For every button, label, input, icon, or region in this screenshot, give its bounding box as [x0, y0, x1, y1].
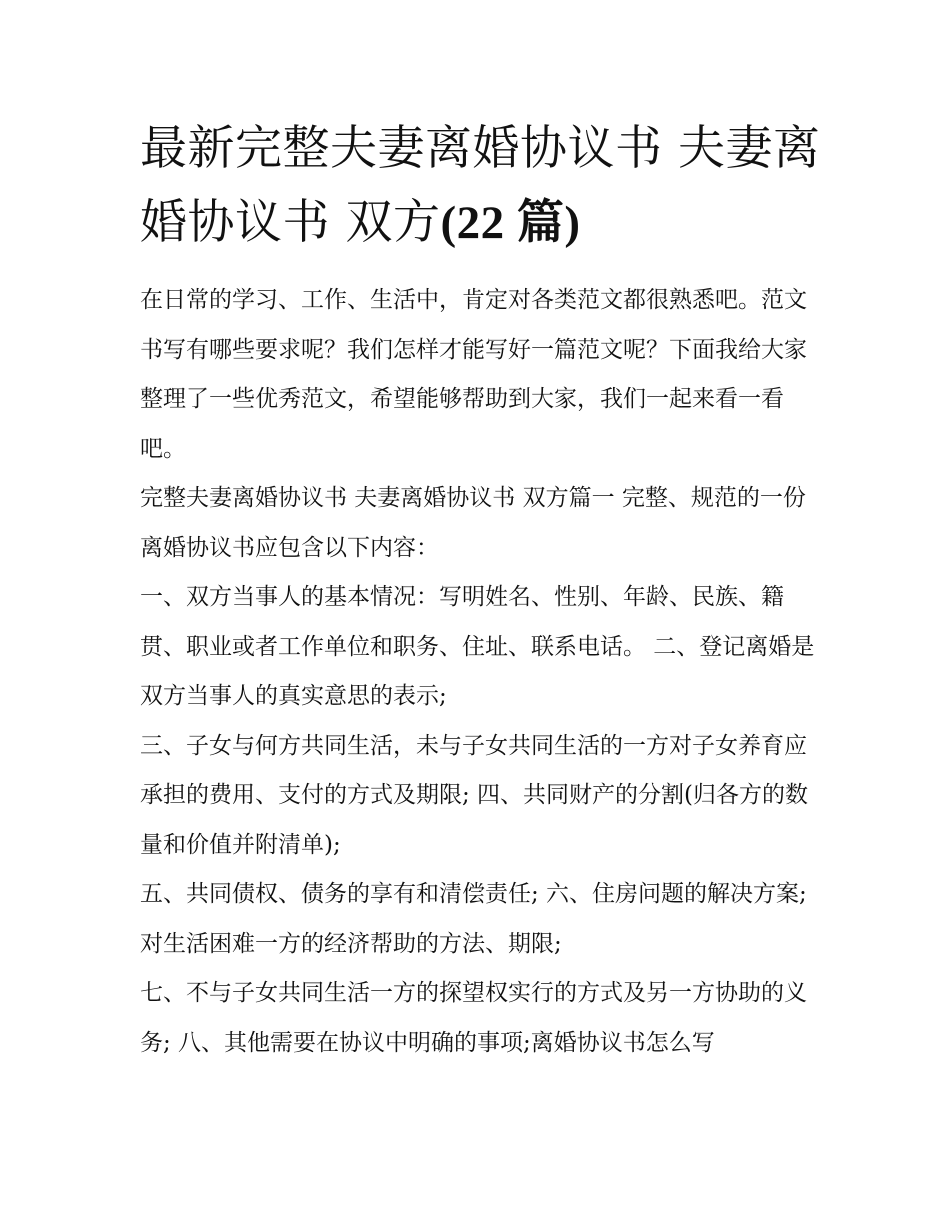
document-body	[140, 276, 820, 1068]
paragraph-item-3-4: 三、子女与何方共同生活，未与子女共同生活的一方对子女养育应承担的费用、支付的方式及期限; 四、共同财产的分割(归各方的数量和价值并附清单);	[140, 732, 809, 858]
paragraph-item-1-2: 一、双方当事人的基本情况：写明姓名、性别、年龄、民族、籍贯、职业或者工作单位和职务、住址、联系电话。 二、登记离婚是双方当事人的真实意思的表示;	[140, 584, 815, 709]
paragraph-item-5-6: 五、共同债权、债务的享有和清偿责任; 六、住房问题的解决方案;对生活困难一方的经济帮助的方法、期限;	[140, 881, 807, 957]
paragraph-intro: 在日常的学习、工作、生活中，肯定对各类范文都很熟悉吧。范文书写有哪些要求呢？我们怎样才能写好一篇范文呢？下面我给大家整理了一些优秀范文，希望能够帮助到大家，我们一起来看一看吧。	[140, 287, 807, 462]
document-title	[140, 112, 830, 260]
title-main: 最新完整夫妻离婚协议书 夫妻离婚协议书 双方	[140, 121, 821, 250]
title-count: (22 篇)	[440, 197, 581, 249]
paragraph-item-7-8: 七、不与子女共同生活一方的探望权实行的方式及另一方协助的义务; 八、其他需要在协议中明确的事项;离婚协议书怎么写	[140, 980, 807, 1056]
paragraph-section-one: 完整夫妻离婚协议书 夫妻离婚协议书 双方篇一 完整、规范的一份离婚协议书应包含以下内容：	[140, 485, 806, 561]
